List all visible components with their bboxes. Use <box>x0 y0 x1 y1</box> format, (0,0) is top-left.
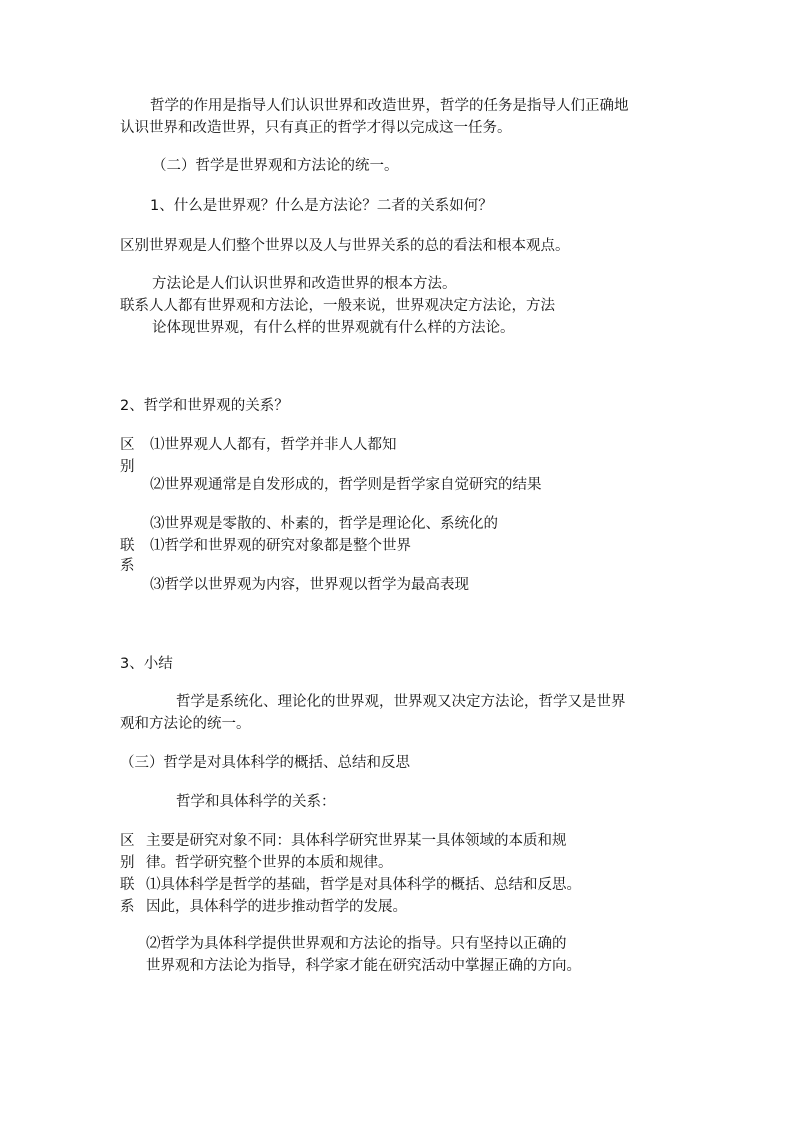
relation-item-1: ⑴哲学和世界观的研究对象都是整个世界 <box>150 538 411 554</box>
difference-line: 区别世界观是人们整个世界以及人与世界关系的总的看法和根本观点。 <box>120 238 570 254</box>
diff-item-3: ⑶世界观是零散的、朴素的，哲学是理论化、系统化的 <box>150 516 498 532</box>
s3-diff-line-1: 主要是研究对象不同：具体科学研究世界某一具体领域的本质和规 <box>146 833 567 849</box>
intro-line-1: 哲学的作用是指导人们认识世界和改造世界，哲学的任务是指导人们正确地 <box>150 98 629 114</box>
diff-item-1: ⑴世界观人人都有，哲学并非人人都知 <box>150 437 397 453</box>
s3-relation-line-1: ⑴具体科学是哲学的基础，哲学是对具体科学的概括、总结和反思。 <box>146 877 581 893</box>
s3-diff-line-2: 律。哲学研究整个世界的本质和规律。 <box>146 855 393 871</box>
relation-item-2: ⑶哲学以世界观为内容，世界观以哲学为最高表现 <box>150 577 469 593</box>
diff-label-2: 别 <box>120 459 135 475</box>
summary-heading: 3、小结 <box>120 656 173 672</box>
section-3-subheading: 哲学和具体科学的关系： <box>176 794 336 810</box>
relation-line-1: 联系人人都有世界观和方法论，一般来说，世界观决定方法论，方法 <box>120 298 555 314</box>
s3-relation-line-2: 因此，具体科学的进步推动哲学的发展。 <box>146 899 407 915</box>
s3-relation-label-2: 系 <box>120 899 135 915</box>
s3-diff-label-2: 别 <box>120 855 135 871</box>
s3-relation-item-2-line-1: ⑵哲学为具体科学提供世界观和方法论的指导。只有坚持以正确的 <box>146 936 567 952</box>
diff-label-1: 区 <box>120 437 135 453</box>
question-2: 2、哲学和世界观的关系？ <box>120 398 289 414</box>
relation-line-2: 论体现世界观，有什么样的世界观就有什么样的方法论。 <box>152 320 515 336</box>
question-1: 1、什么是世界观？什么是方法论？二者的关系如何？ <box>150 198 493 214</box>
s3-relation-label-1: 联 <box>120 877 135 893</box>
intro-line-2: 认识世界和改造世界，只有真正的哲学才得以完成这一任务。 <box>120 120 512 136</box>
diff-item-2: ⑵世界观通常是自发形成的，哲学则是哲学家自觉研究的结果 <box>150 477 542 493</box>
method-line: 方法论是人们认识世界和改造世界的根本方法。 <box>152 276 457 292</box>
section-3-heading: （三）哲学是对具体科学的概括、总结和反思 <box>120 755 410 771</box>
s3-relation-item-2-line-2: 世界观和方法论为指导，科学家才能在研究活动中掌握正确的方向。 <box>146 958 581 974</box>
relation-label-1: 联 <box>120 538 135 554</box>
s3-diff-label-1: 区 <box>120 833 135 849</box>
summary-line-1: 哲学是系统化、理论化的世界观，世界观又决定方法论，哲学又是世界 <box>176 694 626 710</box>
section-2-heading: （二）哲学是世界观和方法论的统一。 <box>152 158 399 174</box>
summary-line-2: 观和方法论的统一。 <box>120 716 251 732</box>
relation-label-2: 系 <box>120 558 135 574</box>
